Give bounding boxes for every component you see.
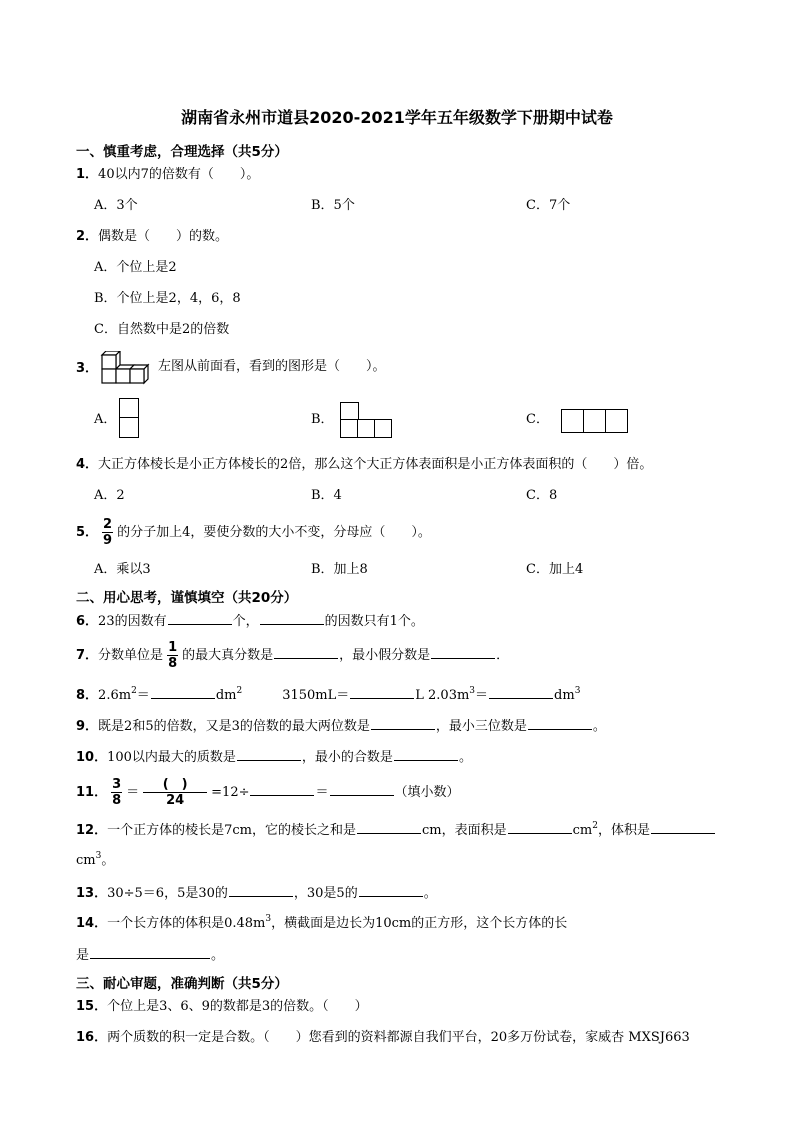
fraction: $\frac{2}{9}$	[103, 517, 113, 548]
answer-blank[interactable]	[508, 821, 572, 834]
question-10: 10．100以内最大的质数是 ，最小的合数是 。	[76, 750, 472, 765]
fraction: $\frac{( )}{24}$	[143, 777, 207, 808]
answer-blank[interactable]	[394, 748, 458, 761]
q5-option-b: B．加上8	[311, 562, 368, 577]
fraction: $\frac{1}{8}$	[168, 640, 178, 671]
question-12: 12．一个正方体的棱长是7cm，它的棱长之和是 cm，表面积是 $cm^2$，体积是	[76, 821, 716, 840]
q3-b-figure	[340, 402, 392, 438]
question-6: 6．23的因数有 个， 的因数只有1个。	[76, 614, 424, 629]
answer-blank[interactable]	[431, 646, 495, 659]
answer-blank[interactable]	[357, 821, 421, 834]
question-4: 4．大正方体棱长是小正方体棱长的2倍，那么这个大正方体表面积是小正方体表面积的（ ）倍。	[76, 457, 653, 472]
question-text: 40以内7的倍数有（ ）。	[98, 167, 260, 182]
q2-option-a: A．个位上是2	[94, 260, 177, 275]
answer-blank[interactable]	[274, 646, 338, 659]
answer-blank[interactable]	[90, 946, 210, 959]
q1-option-b: B．5个	[311, 198, 355, 213]
q1-option-c: C．7个	[526, 198, 571, 213]
answer-blank[interactable]	[250, 783, 314, 796]
question-12-cont: $cm^3$。	[76, 851, 115, 868]
q1-option-a: A．3个	[94, 198, 138, 213]
answer-blank[interactable]	[330, 783, 394, 796]
q4-option-c: C．8	[526, 488, 558, 503]
answer-blank[interactable]	[489, 686, 553, 699]
answer-blank[interactable]	[651, 821, 715, 834]
answer-blank[interactable]	[528, 717, 592, 730]
section-heading-2: 二、用心思考，谨慎填空（共20分）	[76, 590, 298, 606]
q2-option-c: C．自然数中是2的倍数	[94, 322, 230, 337]
answer-blank[interactable]	[168, 612, 232, 625]
q3-option-c: C．	[526, 412, 549, 427]
q3-a-figure	[119, 398, 139, 438]
q3-option-b: B．	[311, 412, 334, 427]
question-9: 9．既是2和5的倍数，又是3的倍数的最大两位数是 ，最小三位数是 。	[76, 719, 606, 734]
q4-option-a: A．2	[94, 488, 125, 503]
q4-option-b: B．4	[311, 488, 342, 503]
question-15: 15．个位上是3、6、9的数都是3的倍数。（ ）	[76, 999, 368, 1014]
q3-option-a: A．	[94, 412, 117, 427]
question-14-cont: 是 。	[76, 948, 225, 963]
answer-blank[interactable]	[371, 717, 435, 730]
question-11: 11． $\frac{3}{8}$ ＝ $\frac{( )}{24}$ =12÷ ＝ （填小数）	[76, 777, 460, 808]
q3-c-figure	[561, 409, 628, 433]
q2-option-b: B．个位上是2，4，6，8	[94, 291, 241, 306]
question-8: 8．$2.6m^2= dm^2$ 3150mL＝ L $2.03m^3= dm^3$	[76, 686, 581, 703]
answer-blank[interactable]	[229, 884, 293, 897]
question-number: 1．	[76, 167, 99, 182]
answer-blank[interactable]	[151, 686, 215, 699]
question-1	[76, 166, 259, 184]
page-title: 湖南省永州市道县2020-2021学年五年级数学下册期中试卷	[181, 108, 613, 127]
question-3-number: 3．	[76, 361, 99, 376]
question-5: 5． $\frac{2}{9}$ 的分子加上4，要使分数的大小不变，分母应（ ）。	[76, 517, 431, 548]
question-7: 7．分数单位是 $\frac{1}{8}$ 的最大真分数是 ，最小假分数是 ．	[76, 640, 510, 671]
question-16: 16．两个质数的积一定是合数。（ ）您看到的资料都源自我们平台，20多万份试卷，家威杏 MXSJ663	[76, 1030, 690, 1045]
answer-blank[interactable]	[237, 748, 301, 761]
question-13: 13．30÷5＝6，5是30的 ，30是5的 。	[76, 886, 437, 901]
question-2	[76, 228, 228, 246]
question-text: 偶数是（ ）的数。	[98, 229, 229, 244]
question-number: 2．	[76, 229, 99, 244]
section-heading-1: 一、慎重考虑，合理选择（共5分）	[76, 144, 288, 160]
q5-option-c: C．加上4	[526, 562, 584, 577]
fraction: $\frac{3}{8}$	[112, 777, 122, 808]
cube-stack-figure	[96, 351, 154, 385]
answer-blank[interactable]	[260, 612, 324, 625]
answer-blank[interactable]	[359, 884, 423, 897]
question-14: 14．一个长方体的体积是$0.48m^3$，横截面是边长为10cm的正方形，这个长方体的长	[76, 914, 568, 931]
question-3-text: 左图从前面看，看到的图形是（ ）。	[158, 359, 386, 374]
section-heading-3: 三、耐心审题，准确判断（共5分）	[76, 976, 288, 992]
answer-blank[interactable]	[350, 686, 414, 699]
q5-option-a: A．乘以3	[94, 562, 151, 577]
